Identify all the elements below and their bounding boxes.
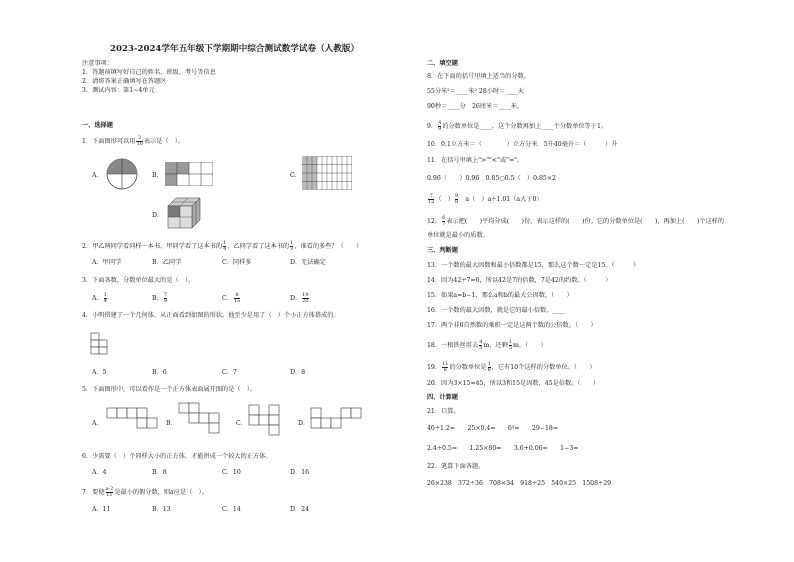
- q7-option-c: C．14: [222, 506, 241, 513]
- question-13: 13．一个数的最大因数和最小倍数都是15，那么这个数一定是15。（ ）: [427, 262, 640, 269]
- notes-heading: 注意事项：: [82, 60, 113, 67]
- q5-option-c-label: C．: [236, 420, 247, 427]
- question-10: 10．0.1立方米＝（ ）立方分米 5升40毫升＝（ ）升: [427, 141, 618, 148]
- question-1: 1．下面图形可以用 $\frac{3}{10}$ 表示是（ ）。: [82, 135, 185, 147]
- question-20: 20．因为3×15=45，所以3和15是因数，45是倍数。（ ）: [427, 380, 600, 387]
- question-17: 17．两个非0自然数的乘积一定是这两个数的公倍数。（ ）: [427, 322, 597, 329]
- q1-option-c-label: C．: [290, 172, 301, 179]
- question-12: 12． $\frac{6}{7}$ 表示把( )平均分成( )份，表示这样的( )份。它的分数单位是( )，再加上( )个这样的: [427, 215, 725, 227]
- q1-option-d-label: D．: [152, 212, 164, 219]
- question-19: 19． $\frac{11}{8}$ 的分数单位是 $\frac{1}{8}$ ，它有10个这样的分数单位。（ ）: [427, 361, 596, 373]
- q6-option-a: A．4: [92, 469, 107, 476]
- section-judge-heading: 三、判断题: [427, 247, 458, 254]
- exam-title: 2023-2024学年五年级下学期期中综合测试数学试卷（人教版）: [110, 44, 360, 54]
- q5-option-b-label: B．: [166, 420, 177, 427]
- question-14: 14．因为42÷7=6，所以42是7的倍数，7是42的约数。（ ）: [427, 277, 612, 284]
- q4-option-b: B．6: [152, 369, 167, 376]
- question-8-line-a: 55分米²＝____米² 28小时＝____天: [427, 88, 524, 95]
- question-11-line-a: 0.9̇6̇（ ）0.96 0.85○0.5（ ）0.85×2: [427, 175, 556, 182]
- question-7: 7．要使 $\frac{a-2}{11}$ 是最小的假分数，则a应是（ ）。: [82, 486, 208, 498]
- q4-option-d: D．8: [290, 369, 306, 376]
- question-22: 22．笔算下面各题。: [427, 463, 485, 470]
- note-item-3: 3．测试内容：第1~4单元: [82, 87, 155, 94]
- question-22-line: 26×238 372÷36 708×34 918÷25 540×25 1508÷29: [427, 480, 612, 487]
- q1-cube-figure: [166, 196, 202, 230]
- q5-net-d-figure: [310, 407, 364, 433]
- q5-net-c-figure: [248, 404, 288, 444]
- q4-front-view-figure: [90, 332, 112, 356]
- section-choice-heading: 一、选择题: [82, 122, 113, 129]
- question-18: 18．一根铁丝用去 $\frac{4}{5}$ m，还剩 $\frac{1}{5}$ m。（ ）: [427, 339, 547, 351]
- q1-grid-figure: [165, 162, 213, 186]
- q6-option-b: B．8: [152, 469, 167, 476]
- q3-option-b: B． $\frac{7}{9}$: [152, 292, 167, 304]
- question-21-line-b: 2.4÷0.5= 1.25×80= 3.6+0.06= 1−3=: [427, 445, 579, 452]
- q6-option-c: C．10: [222, 469, 241, 476]
- q1-option-a-label: A．: [92, 172, 103, 179]
- q4-option-a: A．5: [92, 369, 107, 376]
- q3-option-c: C． $\frac{8}{15}$: [222, 292, 241, 304]
- question-5: 5．下面图形中，可以看作是一个正方体表面展开图的是（ ）。: [82, 386, 257, 393]
- q1-large-grid-figure: [302, 156, 352, 190]
- question-11: 11．在括号里填上">""<"或"="。: [427, 157, 524, 164]
- q7-option-d: D．24: [290, 506, 310, 513]
- q5-option-d-label: D．: [298, 420, 310, 427]
- q4-option-c: C．7: [222, 369, 237, 376]
- q5-option-a-label: A．: [92, 420, 103, 427]
- q6-option-d: D．16: [290, 469, 310, 476]
- section-fill-heading: 二、填空题: [427, 60, 458, 67]
- q2-option-a: A．甲同学: [92, 259, 122, 266]
- question-6: 6．少需要（ ）个同样大小的正方体，才能拼成一个较大的正方体。: [82, 453, 272, 460]
- note-item-2: 2．请将答案正确填写在答题区: [82, 78, 167, 85]
- question-12-continued: 单位就是最小的质数。: [427, 232, 489, 239]
- q3-option-a: A． $\frac{1}{4}$: [92, 292, 107, 304]
- q3-option-d: D． $\frac{19}{20}$: [290, 292, 309, 304]
- q2-option-c: C．同样多: [222, 259, 252, 266]
- question-2: 2．甲乙两同学看同样一本书，甲同学看了这本书的 $\frac{1}{4}$ ，乙同学看了这本书的 $\frac{1}{3}$ ，谁看的多些？（ ）: [82, 240, 363, 252]
- question-15: 15．如果a=b−1，那么a和b的最大公因数。（ ）: [427, 292, 573, 299]
- question-8: 8．在下面的括号里填上适当的分数。: [427, 73, 530, 80]
- section-calc-heading: 四、计算题: [427, 394, 458, 401]
- question-11-line-b: $\frac{7}{12}$ （ ） $\frac{9}{8}$ a（ ）a÷1.01（a大于0）: [428, 193, 543, 205]
- question-3: 3．下面各数，分数单位最大的是（ ）。: [82, 277, 195, 284]
- q1-option-b-label: B．: [152, 172, 163, 179]
- question-8-line-b: 90秒＝____分 26厘米＝____米。: [427, 103, 524, 110]
- q5-net-a-figure: [106, 407, 158, 433]
- q2-option-d: D．无法确定: [290, 259, 326, 266]
- q5-net-b-figure: [178, 402, 232, 434]
- question-9: 9． $\frac{4}{9}$ 的分数单位是____，这个分数再加上____个分数单位等于1。: [427, 120, 608, 132]
- question-4: 4．小明搭建了一个几何体，从正面看到如图的形状，他至少是用了（ ）个小正方体搭成的。: [82, 312, 340, 319]
- question-21-line-a: 40÷1.2= 25×0.4= 6³= 29−18=: [427, 425, 559, 432]
- note-item-1: 1．答题前填写好自己的姓名、班级、考号等信息: [82, 69, 216, 76]
- q7-option-b: B．13: [152, 506, 171, 513]
- q2-option-b: B．乙同学: [152, 259, 182, 266]
- q7-option-a: A．11: [92, 506, 111, 513]
- question-16: 16．一个数的最大因数，就是它的最小倍数。____: [427, 307, 565, 314]
- question-21: 21．口算。: [427, 408, 460, 415]
- q1-circle-figure: [106, 158, 138, 190]
